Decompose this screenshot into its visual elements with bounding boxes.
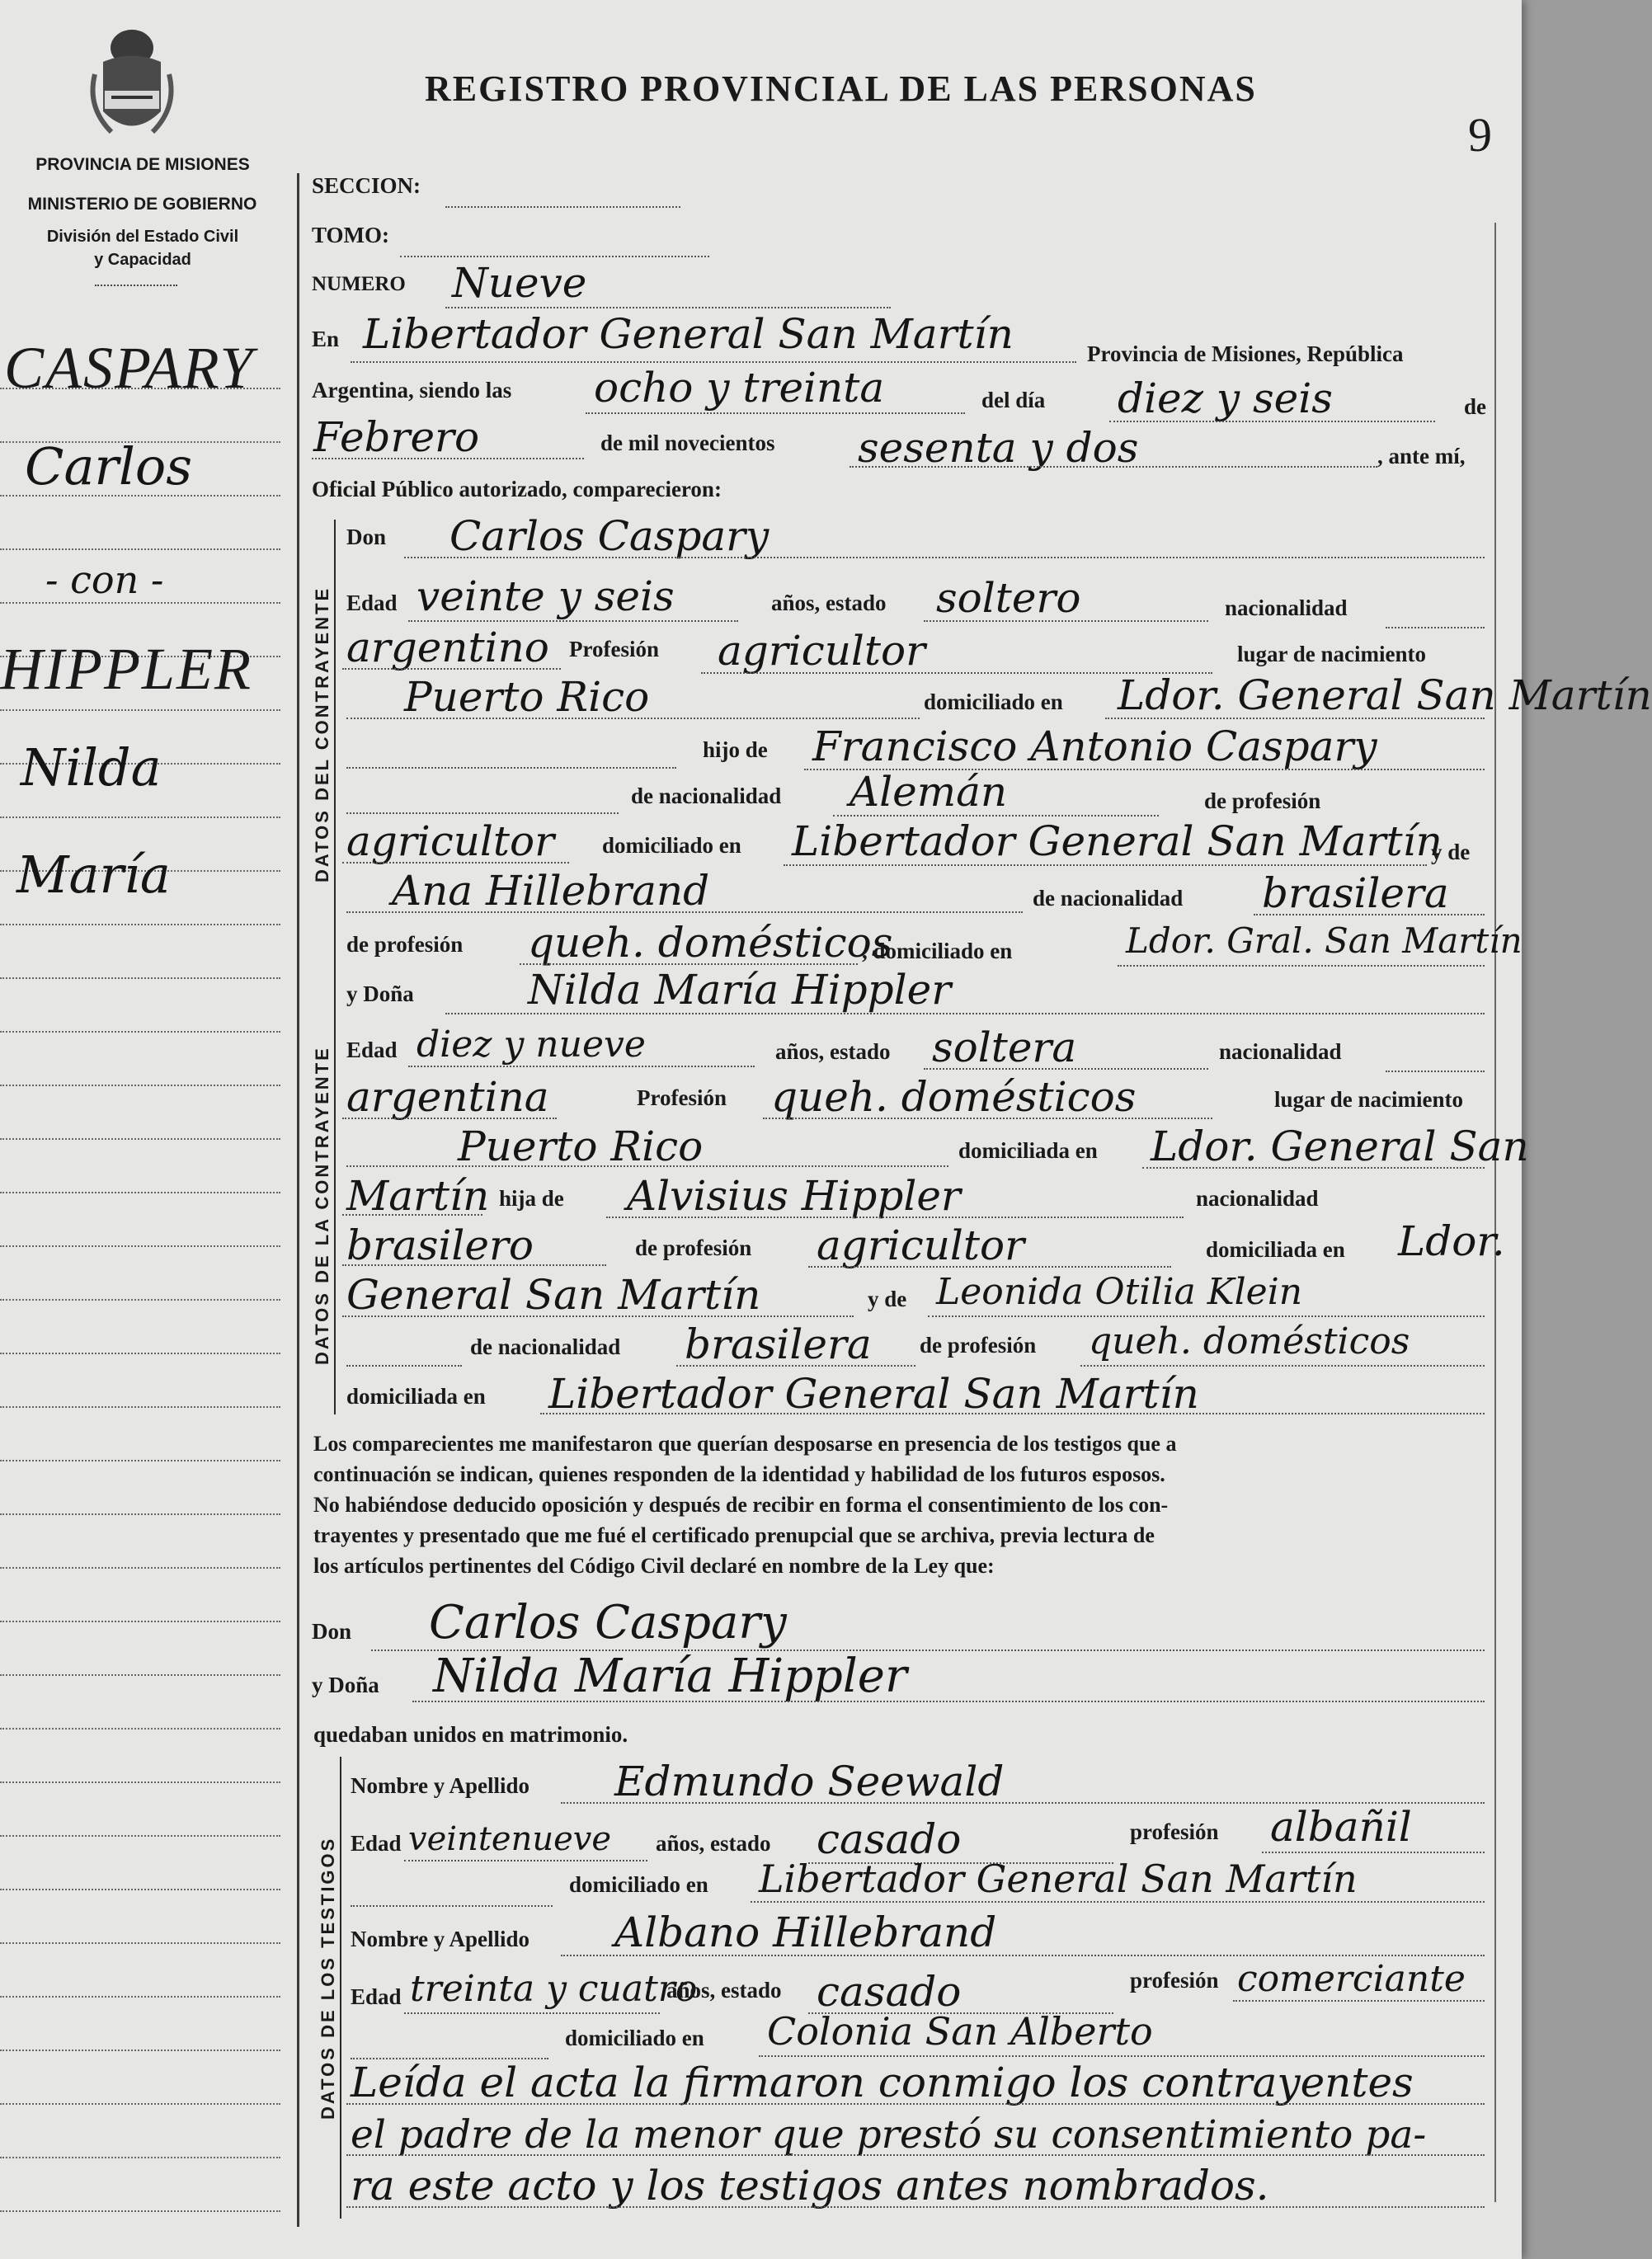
c2-padre-nac: brasilero: [346, 1221, 534, 1269]
c2-madre-nac-label: de nacionalidad: [470, 1334, 621, 1359]
c2-madre-dom-label: domiciliada en: [346, 1384, 486, 1409]
t1-estado: casado: [817, 1815, 962, 1863]
c2-estado-line: [924, 1068, 1208, 1070]
c1-nombre: Carlos Caspary: [449, 512, 770, 560]
c1-edad-label: Edad: [346, 591, 398, 615]
c1-padre: Francisco Antonio Caspary: [812, 722, 1377, 770]
c2-dom-line: [1142, 1167, 1485, 1169]
hora-value: ocho y treinta: [594, 364, 885, 412]
c1-lugar-label: lugar de nacimiento: [1237, 642, 1426, 666]
c2-dom2-line: [342, 1214, 482, 1216]
c2-padre-nac-line: [342, 1264, 606, 1266]
c1-nacionalidad-label: nacionalidad: [1225, 595, 1348, 620]
c1-padre-nac-label: de nacionalidad: [631, 784, 782, 808]
c1-dom-line: [1105, 718, 1485, 719]
anio-line: [850, 466, 1377, 468]
c1-edad: veinte y seis: [417, 572, 675, 620]
dia-line: [1109, 421, 1435, 422]
c2-y-de: y de: [868, 1287, 907, 1311]
provincia-text: Provincia de Misiones, República: [1087, 341, 1404, 366]
t1-dom-label: domiciliado en: [569, 1872, 708, 1897]
mes-line: [312, 458, 584, 459]
page-number: 9: [1468, 108, 1492, 162]
c1-hijo-label: hijo de: [703, 737, 768, 762]
c2-domicilio: Ldor. General San: [1151, 1122, 1529, 1170]
margin-surname-2: HIPPLER: [0, 636, 252, 702]
t1-prof-line: [1262, 1852, 1485, 1853]
en-value: Libertador General San Martín: [363, 310, 1014, 358]
margin-name-1: Carlos: [25, 436, 193, 497]
c1-padre-dom-line: [784, 864, 1427, 866]
t2-prof: comerciante: [1237, 1958, 1466, 2000]
c2-estado: soltera: [932, 1024, 1077, 1071]
contrayente-side-label: DATOS DEL CONTRAYENTE: [312, 586, 332, 882]
c1-padre-nac: Alemán: [850, 768, 1008, 816]
c2-padre-prof-label: de profesión: [635, 1235, 752, 1260]
decl-dona-value: Nilda María Hippler: [433, 1650, 907, 1703]
c2-profesion: queh. domésticos: [771, 1073, 1137, 1121]
c2-domicilio2: Martín: [346, 1172, 490, 1220]
en-label: En: [312, 327, 340, 351]
c2-padre-dom2-line: [342, 1315, 854, 1317]
c2-lugar: Puerto Rico: [458, 1122, 704, 1170]
c2-padre-dom: Ldor.: [1398, 1217, 1505, 1265]
c2-domiciliada-label: domiciliada en: [958, 1138, 1098, 1163]
page-title: REGISTRO PROVINCIAL DE LAS PERSONAS: [425, 68, 1257, 109]
t2-anos-estado: años, estado: [666, 1978, 782, 2003]
t1-dom: Libertador General San Martín: [759, 1857, 1358, 1901]
c1-anos-estado: años, estado: [771, 591, 887, 615]
c2-padre-dom-label: domiciliada en: [1206, 1237, 1345, 1262]
c2-padre-nac-label: nacionalidad: [1196, 1186, 1319, 1211]
t1-edad: veintenueve: [408, 1820, 612, 1858]
c1-madre-nac: brasilera: [1262, 869, 1449, 917]
declaration-line-1: Los comparecientes me manifestaron que querían desposarse en presencia de los testigos que a: [313, 1432, 1177, 1456]
c2-madre-dom: Libertador General San Martín: [548, 1370, 1199, 1418]
coat-of-arms-icon: [87, 25, 177, 148]
c2-nac-line: [342, 1118, 557, 1119]
c1-madre: Ana Hillebrand: [392, 867, 710, 915]
c1-madre-prof: queh. domésticos: [528, 919, 893, 967]
t2-nombre-label: Nombre y Apellido: [351, 1927, 530, 1951]
t2-estado: casado: [817, 1968, 962, 2016]
c1-y-de: y de: [1431, 840, 1471, 864]
note-line-3: [346, 2206, 1485, 2208]
numero-value: Nueve: [452, 259, 587, 307]
declaration-line-3: No habiéndose deducido oposición y después de recibir en forma el consentimiento de los con-: [313, 1493, 1169, 1517]
c2-madre-prof: queh. domésticos: [1089, 1320, 1410, 1362]
t1-prof: albañil: [1270, 1803, 1412, 1851]
contrayente-frame: [334, 520, 336, 986]
c1-padre-prof-label: de profesión: [1204, 788, 1321, 813]
tomo-line: [400, 256, 709, 257]
numero-line: [445, 307, 891, 308]
c1-madre-prof-line: [520, 963, 858, 965]
ministry-name: MINISTERIO DE GOBIERNO: [27, 195, 257, 214]
t2-edad-label: Edad: [351, 1984, 402, 2009]
contrayenta-side-label: DATOS DE LA CONTRAYENTE: [312, 1046, 332, 1365]
c1-madre-line: [346, 911, 1023, 913]
testigos-note-2: el padre de la menor que prestó su consentimiento pa-: [351, 2112, 1427, 2158]
t1-anos-estado: años, estado: [656, 1831, 771, 1856]
testigos-note-3: ra este acto y los testigos antes nombrados.: [351, 2162, 1269, 2210]
main-frame-left: [297, 173, 299, 2227]
c2-madre-prof-label: de profesión: [920, 1333, 1037, 1358]
mil-text: de mil novecientos: [600, 431, 775, 455]
declaration-line-5: los artículos pertinentes del Código Civil declaré en nombre de la Ley que:: [313, 1554, 995, 1578]
c2-dona-label: y Doña: [346, 981, 414, 1006]
c2-madre: Leonida Otilia Klein: [936, 1271, 1303, 1313]
c1-madre-dom-label: , domiciliado en: [862, 939, 1013, 963]
testigos-note-1: Leída el acta la firmaron conmigo los contrayentes: [351, 2059, 1414, 2106]
margin-name-2b: María: [16, 845, 171, 905]
c2-edad-line: [408, 1066, 755, 1067]
c2-prof-line: [763, 1118, 1212, 1119]
declaration-line-4: trayentes y presentado que me fué el certificado prenupcial que se archiva, previa lectura de: [313, 1523, 1155, 1547]
c2-nac-tail: [1386, 1071, 1485, 1072]
c1-profesion-label: Profesión: [569, 637, 659, 661]
c2-madre-nac: brasilera: [685, 1320, 872, 1368]
t1-dom-line: [751, 1901, 1485, 1903]
c1-dom-line2: [346, 767, 676, 769]
c2-anos-estado: años, estado: [775, 1039, 891, 1064]
c1-padre-prof: agricultor: [346, 817, 555, 865]
t1-blank-line: [351, 1905, 553, 1907]
c1-don-label: Don: [346, 525, 387, 549]
c1-lugar: Puerto Rico: [404, 673, 650, 721]
c2-madre-dom-line: [540, 1413, 1485, 1414]
c1-madre-nac-line: [1254, 914, 1485, 915]
main-frame-right: [1494, 223, 1496, 2202]
dia-value: diez y seis: [1118, 374, 1333, 422]
c2-padre-dom2: General San Martín: [346, 1271, 761, 1319]
testigos-frame: [340, 1757, 341, 2219]
c1-domiciliado-label: domiciliado en: [924, 689, 1063, 714]
t2-nombre-line: [561, 1955, 1485, 1956]
margin-con: - con -: [45, 558, 164, 602]
t1-nombre: Edmundo Seewald: [614, 1758, 1005, 1805]
c2-blank-line: [346, 1365, 462, 1367]
mes-value: Febrero: [313, 413, 480, 461]
t2-dom: Colonia San Alberto: [767, 2009, 1153, 2054]
c1-edad-line: [408, 620, 738, 622]
c2-nacionalidad: argentina: [346, 1073, 549, 1121]
t2-edad: treinta y cuatro: [410, 1968, 698, 2010]
contrayenta-frame: [334, 986, 336, 1414]
c1-madre-nac-label: de nacionalidad: [1033, 886, 1184, 911]
decl-don-label: Don: [312, 1619, 352, 1644]
c2-edad-label: Edad: [346, 1038, 398, 1062]
c2-padre-prof-line: [808, 1266, 1171, 1268]
note-line-1: [346, 2103, 1485, 2105]
argentina-text: Argentina, siendo las: [312, 378, 512, 402]
c1-madre-dom-line: [1118, 965, 1485, 967]
t2-edad-line: [404, 2012, 660, 2014]
t2-prof-line: [1233, 2000, 1485, 2002]
hora-line: [586, 412, 965, 414]
c1-nacionalidad: argentino: [346, 624, 549, 671]
c1-domicilio: Ldor. General San Martín: [1118, 671, 1652, 719]
decl-dona-label: y Doña: [312, 1673, 379, 1697]
province-name: PROVINCIA DE MISIONES: [35, 155, 250, 174]
c2-padre: Alvisius Hippler: [627, 1172, 961, 1220]
c1-profesion: agricultor: [718, 627, 926, 675]
testigos-side-label: DATOS DE LOS TESTIGOS: [318, 1836, 338, 2120]
tomo-label: TOMO:: [312, 223, 389, 247]
c2-lugar-line: [346, 1165, 948, 1167]
en-line: [351, 361, 1076, 363]
decl-don-value: Carlos Caspary: [429, 1596, 787, 1650]
c2-lugar-label: lugar de nacimiento: [1274, 1087, 1463, 1112]
c1-nombre-line: [404, 557, 1485, 558]
c1-madre-dom: Ldor. Gral. San Martín: [1126, 920, 1523, 961]
numero-label: NUMERO: [312, 273, 406, 295]
quedaban-text: quedaban unidos en matrimonio.: [313, 1722, 628, 1747]
decl-dona-line: [412, 1701, 1485, 1702]
margin-surname-1: CASPARY: [4, 335, 255, 401]
c1-padre-dom: Libertador General San Martín: [792, 817, 1443, 865]
t2-prof-label: profesión: [1130, 1968, 1219, 1993]
t1-edad-label: Edad: [351, 1831, 402, 1856]
de-label: de: [1464, 394, 1486, 419]
c2-madre-prof-line: [1080, 1365, 1485, 1367]
c1-lugar-line: [346, 718, 920, 719]
c1-nac-tail: [1386, 627, 1485, 628]
c2-nombre-line: [445, 1013, 1485, 1014]
c1-blank-line: [346, 812, 619, 814]
c1-nac-line: [342, 668, 561, 670]
c1-padre-prof-line: [342, 862, 569, 864]
c1-padre-dom-label: domiciliado en: [602, 833, 741, 858]
c2-profesion-label: Profesión: [637, 1085, 727, 1110]
c2-madre-nac-line: [676, 1365, 915, 1367]
declaration-paragraph: [313, 1428, 1485, 1581]
header-rule: [95, 285, 177, 286]
c2-nombre: Nilda María Hippler: [528, 966, 952, 1014]
c2-hija-label: hija de: [499, 1186, 564, 1211]
t1-nombre-label: Nombre y Apellido: [351, 1773, 530, 1798]
t2-dom-label: domiciliado en: [565, 2026, 704, 2050]
del-dia-label: del día: [981, 388, 1046, 412]
c2-edad: diez y nueve: [417, 1024, 646, 1066]
t2-nombre: Albano Hillebrand: [614, 1908, 997, 1956]
c1-padre-nac-line: [833, 815, 1159, 817]
c2-madre-line: [928, 1315, 1485, 1317]
c2-padre-prof: agricultor: [817, 1221, 1025, 1269]
capacity-name: y Capacidad: [94, 251, 191, 269]
c2-padre-line: [606, 1217, 1184, 1218]
c1-estado: soltero: [936, 574, 1081, 622]
margin-name-2a: Nilda: [21, 737, 162, 798]
ante-mi: , ante mí,: [1377, 444, 1466, 468]
anio-value: sesenta y dos: [858, 424, 1139, 472]
note-line-2: [346, 2154, 1485, 2156]
c1-madre-prof-label: de profesión: [346, 932, 464, 957]
c1-estado-line: [924, 620, 1208, 622]
oficial-text: Oficial Público autorizado, comparecieron:: [312, 477, 722, 501]
t1-prof-label: profesión: [1130, 1819, 1219, 1844]
t2-dom-line: [759, 2055, 1485, 2057]
c2-nacionalidad-label: nacionalidad: [1219, 1039, 1342, 1064]
division-name: División del Estado Civil: [46, 228, 239, 246]
seccion-line: [445, 206, 680, 208]
seccion-label: SECCION:: [312, 173, 421, 198]
t1-edad-line: [404, 1860, 647, 1861]
declaration-line-2: continuación se indican, quienes responden de la identidad y habilidad de los futuros esposos.: [313, 1462, 1165, 1486]
